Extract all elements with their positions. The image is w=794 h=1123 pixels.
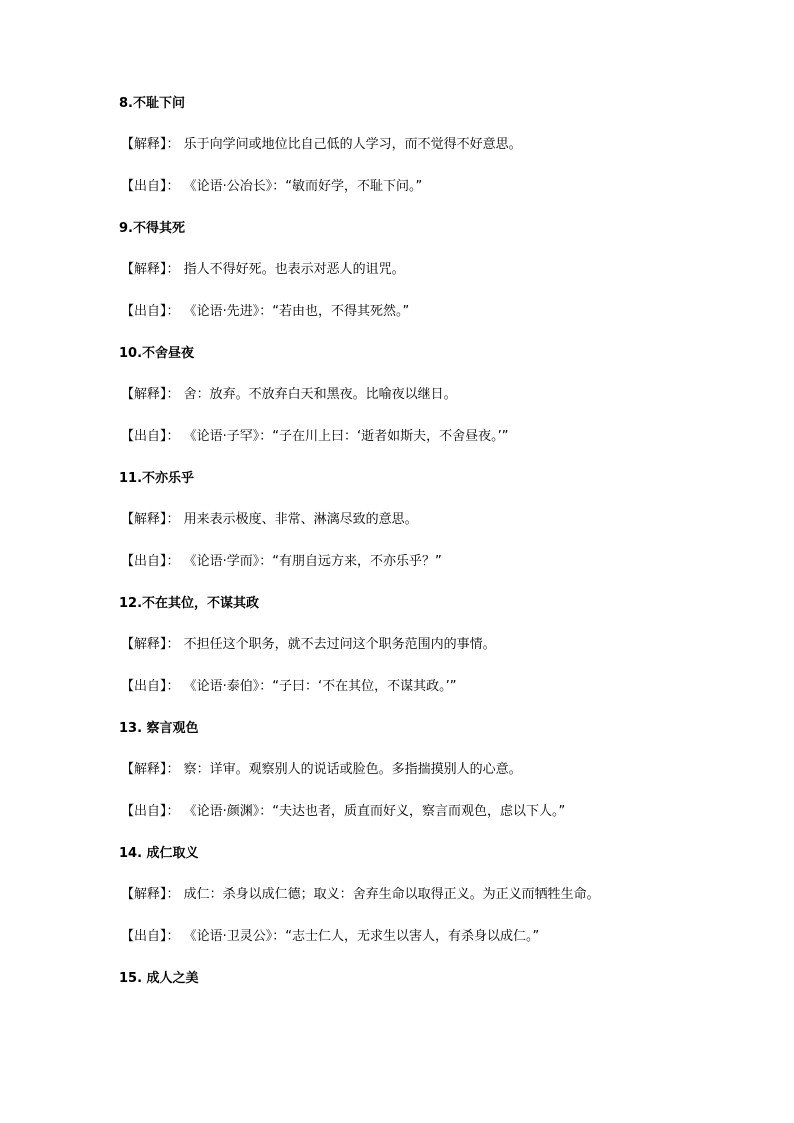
entry-source: 【出自】： 《论语·子罕》：“子在川上曰：‘逝者如斯夫，不舍昼夜。’” <box>121 429 509 444</box>
entry-explanation: 【解释】： 成仁：杀身以成仁德；取义：舍弃生命以取得正义。为正义而牺牲生命。 <box>121 887 600 902</box>
entry-explanation: 【解释】： 指人不得好死。也表示对恶人的诅咒。 <box>121 262 405 277</box>
entry-title: 9.不得其死 <box>119 221 185 236</box>
entry-explanation: 【解释】： 用来表示极度、非常、淋漓尽致的意思。 <box>121 512 418 527</box>
entry-title: 14. 成仁取义 <box>119 846 199 861</box>
entry-title: 11.不亦乐乎 <box>119 471 195 486</box>
entry-title: 10.不舍昼夜 <box>119 346 195 361</box>
entry-source: 【出自】： 《论语·先进》：“若由也，不得其死然。” <box>121 304 410 319</box>
entry-source: 【出自】： 《论语·颜渊》：“夫达也者，质直而好义，察言而观色，虑以下人。” <box>121 804 566 819</box>
entry-explanation: 【解释】： 舍：放弃。不放弃白天和黑夜。比喻夜以继日。 <box>121 387 457 402</box>
entry-title: 12.不在其位，不谋其政 <box>119 596 260 611</box>
entry-source: 【出自】： 《论语·卫灵公》：“志士仁人，无求生以害人，有杀身以成仁。” <box>121 929 540 944</box>
entry-source: 【出自】： 《论语·泰伯》：“子曰：‘不在其位，不谋其政。’” <box>121 679 457 694</box>
entry-explanation: 【解释】： 不担任这个职务，就不去过问这个职务范围内的事情。 <box>121 637 496 652</box>
entry-source: 【出自】： 《论语·公冶长》：“敏而好学，不耻下问。” <box>121 179 423 194</box>
entry-title: 8.不耻下问 <box>119 96 185 111</box>
entry-source: 【出自】： 《论语·学而》：“有朋自远方来，不亦乐乎？” <box>121 554 442 569</box>
entry-explanation: 【解释】： 乐于向学问或地位比自己低的人学习，而不觉得不好意思。 <box>121 137 522 152</box>
entry-title: 13. 察言观色 <box>119 721 199 736</box>
entry-explanation: 【解释】： 察：详审。观察别人的说话或脸色。多指揣摸别人的心意。 <box>121 762 522 777</box>
entry-title: 15. 成人之美 <box>119 971 199 986</box>
